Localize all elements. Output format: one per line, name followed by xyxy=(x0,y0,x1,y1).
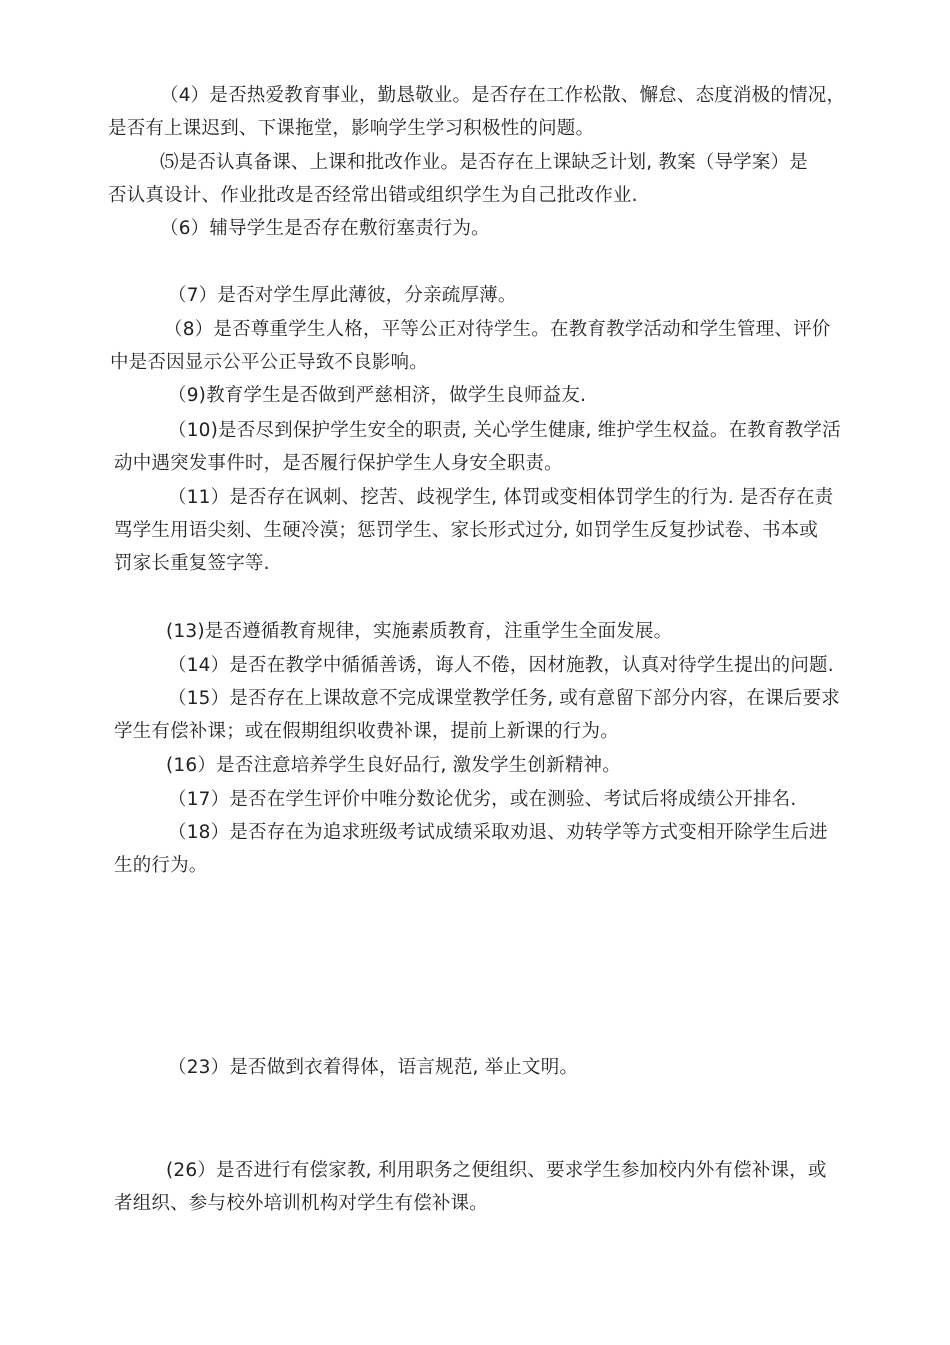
item-8 xyxy=(110,313,830,379)
item-4 xyxy=(108,79,845,145)
item-6 xyxy=(108,212,490,245)
item-15 xyxy=(114,682,840,748)
item-7-line-1: （7）是否对学生厚此薄彼，分亲疏厚薄。 xyxy=(168,285,517,306)
item-14 xyxy=(114,649,834,682)
item-16 xyxy=(114,749,621,782)
item-17 xyxy=(114,783,796,816)
item-5 xyxy=(108,146,808,212)
item-15-line-1: （15）是否存在上课故意不完成课堂教学任务, 或有意留下部分内容，在课后要求 xyxy=(168,688,840,709)
item-18 xyxy=(114,816,828,882)
item-13 xyxy=(114,615,672,648)
item-9-line-1: （9)教育学生是否做到严慈相济，做学生良师益友. xyxy=(168,385,587,406)
item-11-line-3: 罚家长重复签字等. xyxy=(114,553,270,574)
item-5-line-2: 否认真设计、作业批改是否经常出错或组织学生为自己批改作业. xyxy=(108,185,638,206)
item-11 xyxy=(114,481,833,580)
item-10-line-2: 动中遇突发事件时，是否履行保护学生人身安全职责。 xyxy=(114,453,563,474)
item-18-line-1: （18）是否存在为追求班级考试成绩采取劝退、劝转学等方式变相开除学生后进 xyxy=(168,822,828,843)
item-6-line-1: （6）辅导学生是否存在敷衍塞责行为。 xyxy=(160,218,490,239)
item-8-line-1: （8）是否尊重学生人格，平等公正对待学生。在教育教学活动和学生管理、评价 xyxy=(164,319,831,340)
item-8-line-2: 中是否因显示公平公正导致不良影响。 xyxy=(110,352,428,373)
item-23 xyxy=(114,1051,578,1084)
item-10 xyxy=(114,414,841,480)
item-13-line-1: (13)是否遵循教育规律，实施素质教育，注重学生全面发展。 xyxy=(166,621,673,642)
item-11-line-1: （11）是否存在讽刺、挖苦、歧视学生, 体罚或变相体罚学生的行为. 是否存在责 xyxy=(168,487,834,508)
item-11-line-2: 骂学生用语尖刻、生硬冷漠；惩罚学生、家长形式过分, 如罚学生反复抄试卷、书本或 xyxy=(114,520,819,541)
item-4-line-2: 是否有上课迟到、下课拖堂，影响学生学习积极性的问题。 xyxy=(108,118,595,139)
item-26-line-2: 者组织、参与校外培训机构对学生有偿补课。 xyxy=(114,1193,489,1214)
item-18-line-2: 生的行为。 xyxy=(114,855,208,876)
item-23-line-1: （23）是否做到衣着得体，语言规范, 举止文明。 xyxy=(168,1057,579,1078)
item-16-line-1: (16）是否注意培养学生良好品行, 激发学生创新精神。 xyxy=(166,755,621,776)
item-15-line-2: 学生有偿补课；或在假期组织收费补课，提前上新课的行为。 xyxy=(114,721,619,742)
item-14-line-1: （14）是否在教学中循循善诱，诲人不倦，因材施教，认真对待学生提出的问题. xyxy=(168,655,834,676)
item-5-line-1: ⑸是否认真备课、上课和批改作业。是否存在上课缺乏计划, 教案（导学案）是 xyxy=(160,152,808,173)
item-7 xyxy=(110,279,517,312)
item-17-line-1: （17）是否在学生评价中唯分数论优劣，或在测验、考试后将成绩公开排名. xyxy=(168,789,797,810)
item-4-line-1: （4）是否热爱教育事业，勤恳敬业。是否存在工作松散、懈怠、态度消极的情况， xyxy=(160,85,846,106)
item-26 xyxy=(114,1154,827,1220)
item-10-line-1: （10)是否尽到保护学生安全的职责, 关心学生健康, 维护学生权益。在教育教学活 xyxy=(168,420,841,441)
item-9 xyxy=(112,379,586,412)
item-26-line-1: (26）是否进行有偿家教, 利用职务之便组织、要求学生参加校内外有偿补课，或 xyxy=(166,1160,827,1181)
